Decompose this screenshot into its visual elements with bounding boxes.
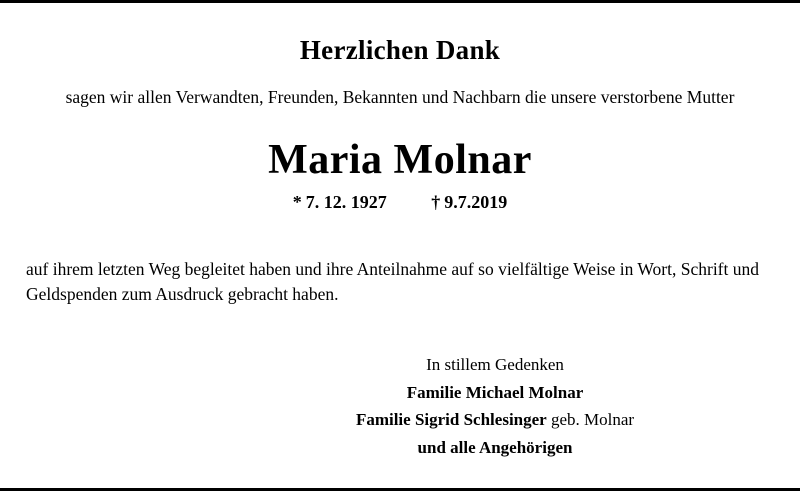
birth-star-icon: *: [292, 191, 302, 212]
headline: Herzlichen Dank: [299, 35, 501, 65]
birth-date-group: [293, 192, 392, 212]
intro-text: sagen wir allen Verwandten, Freunden, Bekannten und Nachbarn die unsere verstorbene Mutter: [65, 87, 735, 107]
death-date: 9.7.2019: [444, 191, 508, 212]
death-date-group: [431, 192, 507, 212]
signoff-line-2: Familie Michael Molnar: [406, 382, 584, 402]
signoff-line-4: und alle Angehörigen: [417, 437, 573, 457]
birth-date: 7. 12. 1927: [305, 191, 387, 212]
deceased-name: Maria Molnar: [268, 136, 532, 183]
signoff-line-3-regular: geb. Molnar: [546, 410, 635, 430]
signoff-line-3: [216, 406, 774, 434]
notice-content: [0, 3, 800, 488]
signoff-line-3-bold: Familie Sigrid Schlesinger: [355, 410, 547, 430]
life-dates: [26, 192, 774, 213]
body-text: auf ihrem letzten Weg begleitet haben und ihre Anteilnahme auf so vielfältige Weise in Wort, Schrift und Geldspenden zum Ausdruck gebracht haben.: [26, 258, 759, 304]
signoff-block: [216, 351, 774, 461]
cross-icon: †: [431, 191, 441, 212]
signoff-line-1: In stillem Gedenken: [426, 355, 564, 375]
